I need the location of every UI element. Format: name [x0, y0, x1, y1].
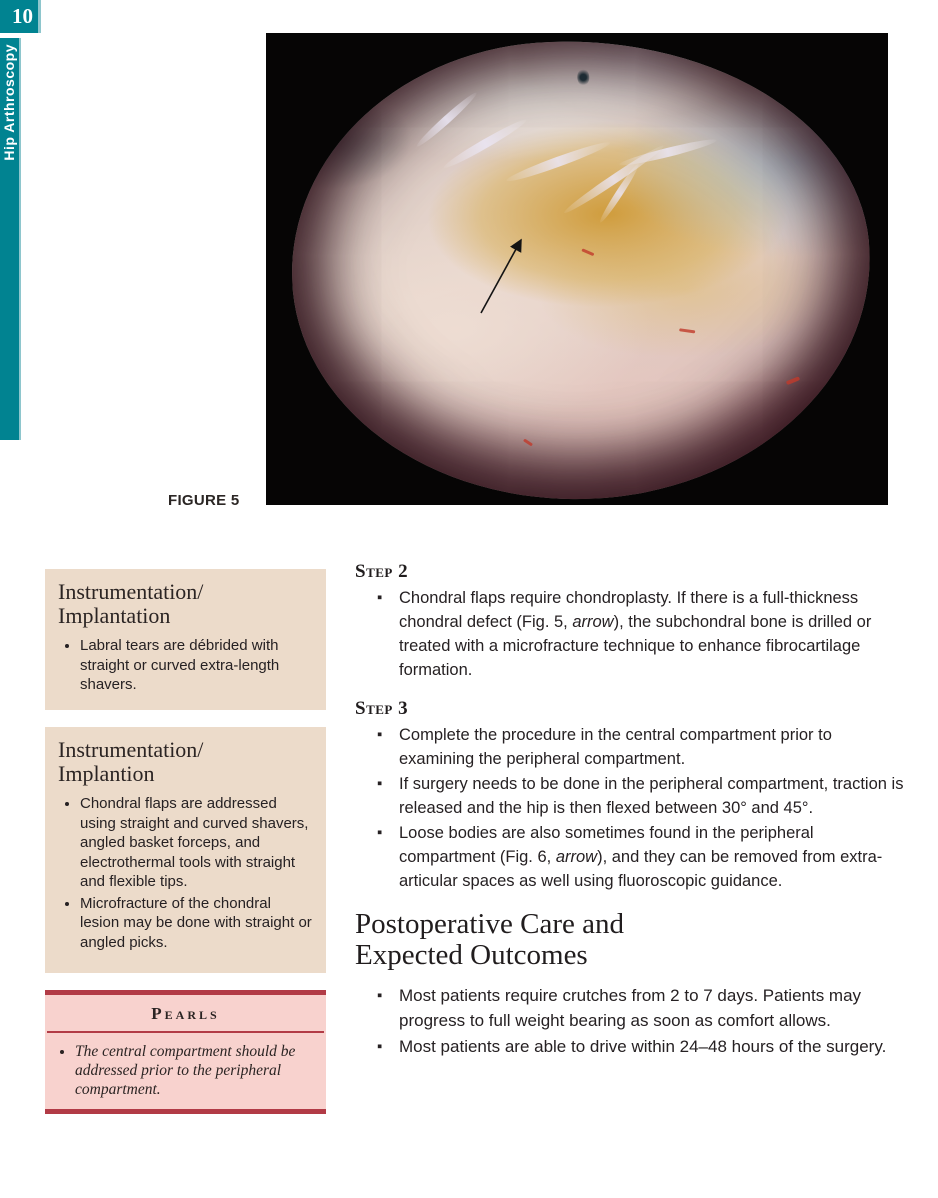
chapter-tab-label: Hip Arthroscopy	[1, 44, 17, 161]
page-number-tab	[0, 0, 41, 33]
annotation-arrow	[266, 33, 888, 505]
instrumentation-box-2	[45, 727, 326, 973]
step-bullet: ▪ Loose bodies are also sometimes found in the peripheral compartment (Fig. 6, arrow), and they can be removed from extra-articular spaces as well using fluoroscopic guidance.	[355, 821, 911, 893]
pearls-bullet: • The central compartment should be addressed prior to the peripheral compartment.	[75, 1042, 316, 1099]
step-3-heading: Step 3	[355, 698, 409, 719]
page-number: 10	[12, 4, 33, 28]
postop-bullet: ▪ Most patients are able to drive within 24–48 hours of the surgery.	[355, 1034, 911, 1059]
postoperative-care-heading: Postoperative Care and Expected Outcomes	[355, 908, 624, 971]
box-title: Instrumentation/ Implantation	[58, 579, 204, 628]
box-bullet: • Microfracture of the chondral lesion may be done with straight or angled picks.	[80, 894, 314, 953]
step-bullet: ▪ If surgery needs to be done in the peripheral compartment, traction is released and the hip is then flexed between 30° and 45°.	[355, 772, 911, 820]
main-text-column	[355, 561, 911, 1060]
postop-bullet: ▪ Most patients require crutches from 2 to 7 days. Patients may progress to full weight bearing as soon as comfort allows.	[355, 983, 911, 1033]
chapter-tab	[0, 38, 21, 440]
pearls-bullet-list	[45, 1033, 326, 1109]
box-bullet: • Labral tears are débrided with straight or curved extra-length shavers.	[80, 636, 314, 695]
step-bullet: ▪ Chondral flaps require chondroplasty. If there is a full-thickness chondral defect (Fig. 5, arrow), the subchondral bone is drilled or treated with a microfracture technique to enhance fibrocartilage formation.	[355, 586, 911, 682]
arthroscopic-image	[266, 33, 888, 505]
step-2-bullets	[355, 586, 911, 682]
postoperative-bullets	[355, 983, 911, 1059]
step-bullet: ▪ Complete the procedure in the central compartment prior to examining the peripheral compartment.	[355, 723, 911, 771]
pearls-box	[45, 990, 326, 1114]
pearls-title: Pearls	[47, 995, 324, 1033]
box-bullet-list	[58, 794, 314, 952]
figure-label: FIGURE 5	[168, 492, 240, 509]
instrumentation-box-1	[45, 569, 326, 710]
step-2-heading: Step 2	[355, 561, 409, 582]
step-3-bullets	[355, 723, 911, 893]
box-bullet: • Chondral flaps are addressed using straight and curved shavers, angled basket forceps, and electrothermal tools with straight and flexible tips.	[80, 794, 314, 892]
box-title: Instrumentation/ Implantion	[58, 737, 204, 786]
box-bullet-list	[58, 636, 314, 695]
